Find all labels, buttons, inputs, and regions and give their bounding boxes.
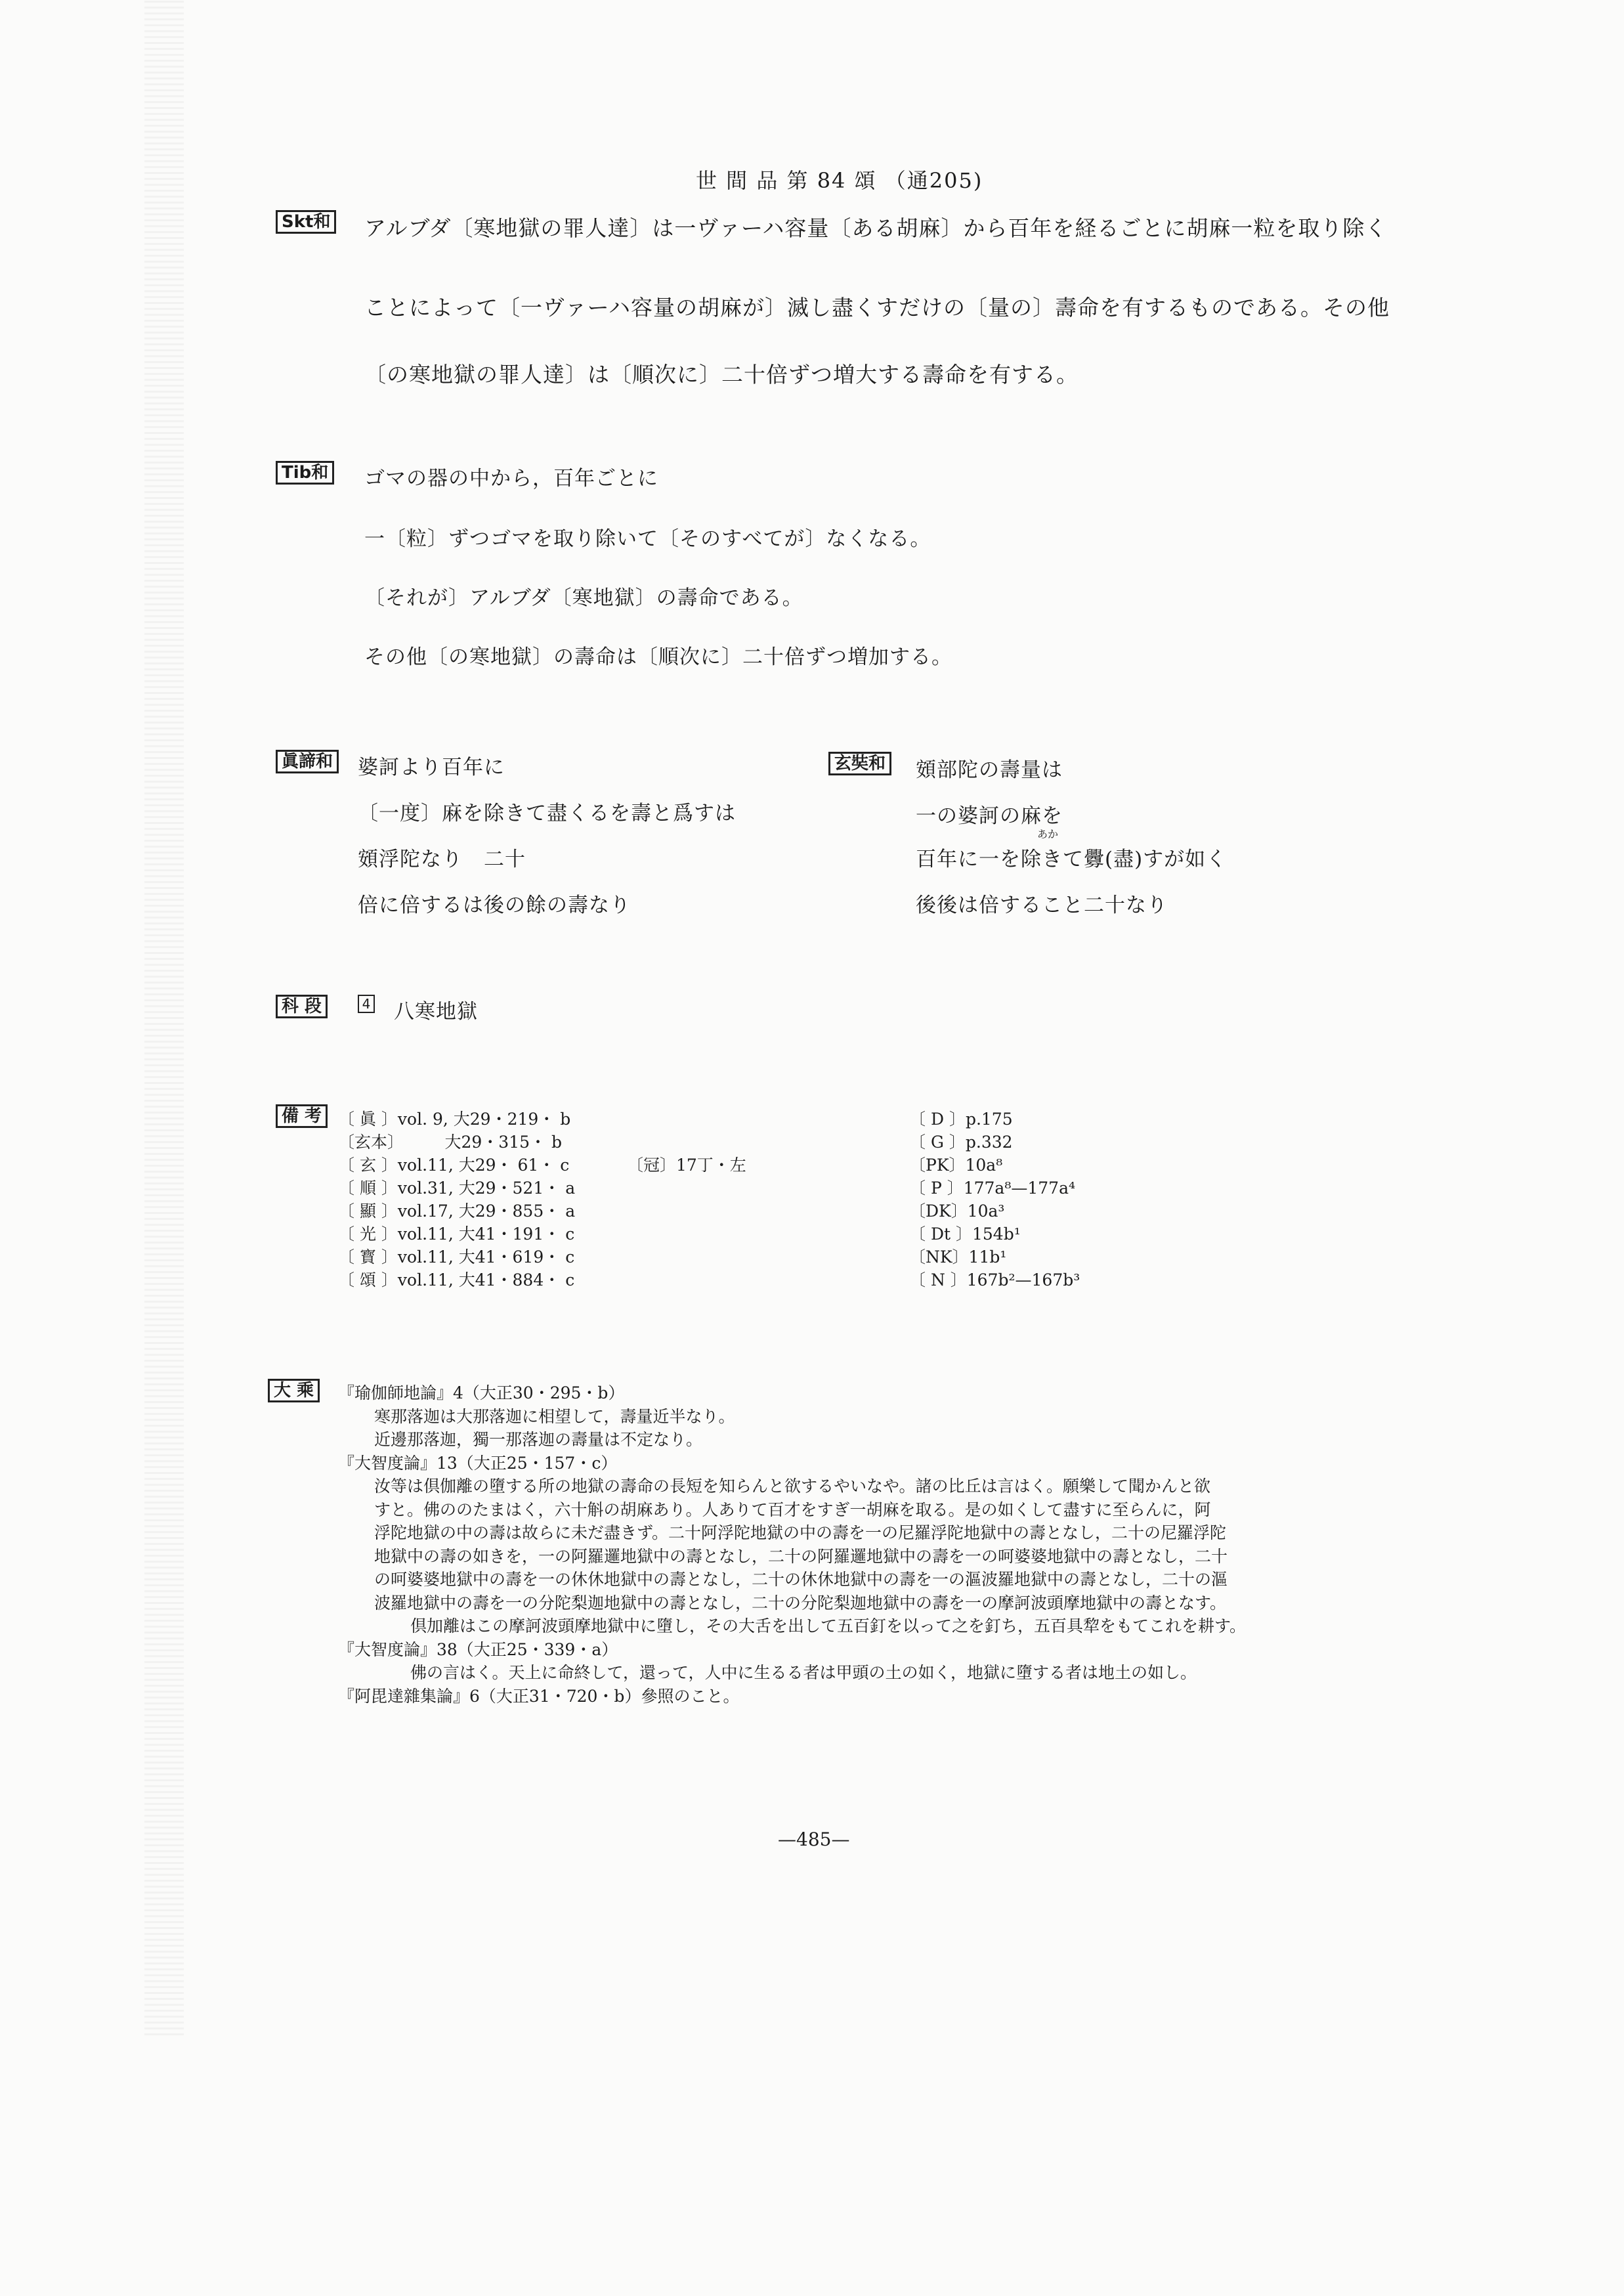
biko-kan: 〔冠〕17丁・左 <box>627 1156 746 1175</box>
tib-line-1: ゴマの器の中から，百年ごとに <box>364 467 658 490</box>
genjo-line-3: 百年に一を除きて釁(盡)すが如く <box>916 848 1228 871</box>
kadan-number-box <box>358 995 375 1013</box>
skt-line-2: ことによって〔一ヴァーハ容量の胡麻が〕滅し盡くすだけの〔量の〕壽命を有するものである。その他 <box>364 295 1390 320</box>
biko-right-3: 〔PK〕10a⁸ <box>909 1156 1003 1175</box>
daijo-line: 近邊那落迦，獨一那落迦の壽量は不定なり。 <box>374 1430 703 1449</box>
daijo-tag: 大 乘 <box>268 1379 320 1402</box>
page-title: 世 間 品 第 84 頌 （通205) <box>696 168 983 193</box>
kadan-number: 4 <box>358 995 375 1013</box>
tib-tag: Tib和 <box>276 461 334 485</box>
genjo-line-4: 後後は倍すること二十なり <box>916 894 1168 917</box>
kadan-tag: 科 段 <box>276 995 328 1018</box>
biko-left-3: 〔 玄 〕vol.11, 大29・ 61・ c <box>338 1156 570 1175</box>
biko-left-2: 〔玄本〕 大29・315・ b <box>338 1133 562 1152</box>
kadan-text: 八寒地獄 <box>394 1000 478 1024</box>
tib-line-4: その他〔の寒地獄〕の壽命は〔順次に〕二十倍ずつ増加する。 <box>364 645 952 669</box>
tib-line-3: 〔それが〕アルブダ〔寒地獄〕の壽命である。 <box>364 586 803 610</box>
genjo-line-2: 一の婆訶の麻を <box>916 804 1063 828</box>
biko-left-6: 〔 光 〕vol.11, 大41・191・ c <box>338 1224 575 1244</box>
skt-line-1: アルブダ〔寒地獄の罪人達〕は一ヴァーハ容量〔ある胡麻〕から百年を経るごとに胡麻一粒を取り除く <box>364 215 1388 241</box>
biko-right-8: 〔 N 〕167b²—167b³ <box>909 1270 1080 1289</box>
daijo-line: 汝等は倶伽離の墮する所の地獄の壽命の長短を知らんと欲するやいなや。諸の比丘は言はく。願樂して聞かんと欲 <box>374 1477 1211 1496</box>
biko-right-7: 〔NK〕11b¹ <box>909 1247 1007 1267</box>
daijo-line: 寒那落迦は大那落迦に相望して，壽量近半なり。 <box>374 1406 735 1426</box>
shindai-line-4: 倍に倍するは後の餘の壽なり <box>358 894 631 917</box>
biko-right-1: 〔 D 〕p.175 <box>909 1110 1013 1129</box>
daijo-line: 倶加離はこの摩訶波頭摩地獄中に墮し，その大舌を出して五百釘を以って之を釘ち，五百具犂をもてこれを耕す。 <box>410 1616 1247 1635</box>
biko-right-5: 〔DK〕10a³ <box>909 1202 1005 1221</box>
biko-right-2: 〔 G 〕p.332 <box>909 1133 1013 1152</box>
biko-left-1: 〔 眞 〕vol. 9, 大29・219・ b <box>338 1110 571 1129</box>
shindai-line-3: 頞浮陀なり 二十 <box>358 848 526 871</box>
shindai-line-2: 〔一度〕麻を除きて盡くるを壽と爲すは <box>358 802 736 825</box>
daijo-line: 佛の言はく。天上に命終して，還って，人中に生るる者は甲頭の土の如く，地獄に墮する者は地土の如し。 <box>410 1663 1197 1682</box>
daijo-line: の呵婆婆地獄中の壽を一の休休地獄中の壽となし，二十の休休地獄中の壽を一の漚波羅地獄中の壽となし，二十の漚 <box>374 1570 1228 1589</box>
daijo-line: 『大智度論』38（大正25・339・a） <box>338 1639 618 1659</box>
scan-edge-shadow <box>144 0 184 2035</box>
daijo-line: 波羅地獄中の壽を一の分陀梨迦地獄中の壽となし，二十の分陀梨迦地獄中の壽を一の摩訶波頭摩地獄中の壽となす。 <box>374 1593 1227 1613</box>
daijo-line: 『瑜伽師地論』4（大正30・295・b） <box>338 1383 625 1402</box>
skt-line-3: 〔の寒地獄の罪人達〕は〔順次に〕二十倍ずつ増大する壽命を有する。 <box>364 362 1079 387</box>
biko-left-8: 〔 頌 〕vol.11, 大41・884・ c <box>338 1270 575 1289</box>
genjo-ruby: あか <box>1037 828 1059 840</box>
biko-right-4: 〔 P 〕177a⁸—177a⁴ <box>909 1179 1076 1198</box>
biko-right-6: 〔 Dt 〕154b¹ <box>909 1224 1021 1244</box>
biko-left-7: 〔 寳 〕vol.11, 大41・619・ c <box>338 1247 575 1267</box>
skt-tag: Skt和 <box>276 210 336 234</box>
biko-left-5: 〔 顯 〕vol.17, 大29・855・ a <box>338 1202 576 1221</box>
daijo-line: 地獄中の壽の如きを，一の阿羅邏地獄中の壽となし，二十の阿羅邏地獄中の壽を一の呵婆婆地獄中の壽となし，二十 <box>374 1546 1228 1566</box>
daijo-line: 浮陀地獄の中の壽は故らに未だ盡きず。二十阿浮陀地獄の中の壽を一の尼羅浮陀地獄中の壽となし，二十の尼羅浮陀 <box>374 1523 1227 1542</box>
page-number: —485— <box>778 1829 850 1850</box>
daijo-line: 『大智度論』13（大正25・157・c） <box>338 1453 618 1473</box>
genjo-tag: 玄奘和 <box>828 752 891 775</box>
daijo-line: すと。佛ののたまはく，六十斛の胡麻あり。人ありて百才をすぎ一胡麻を取る。是の如くして盡すに至らんに，阿 <box>374 1500 1211 1519</box>
shindai-line-1: 婆訶より百年に <box>358 756 505 779</box>
biko-left-4: 〔 順 〕vol.31, 大29・521・ a <box>338 1179 576 1198</box>
daijo-line: 『阿毘達雜集論』6（大正31・720・b）參照のこと。 <box>338 1686 740 1706</box>
genjo-line-1: 頞部陀の壽量は <box>916 758 1063 782</box>
shindai-tag: 眞諦和 <box>276 750 339 773</box>
tib-line-2: 一〔粒〕ずつゴマを取り除いて〔そのすべてが〕なくなる。 <box>364 527 931 551</box>
biko-tag: 備 考 <box>276 1104 328 1128</box>
